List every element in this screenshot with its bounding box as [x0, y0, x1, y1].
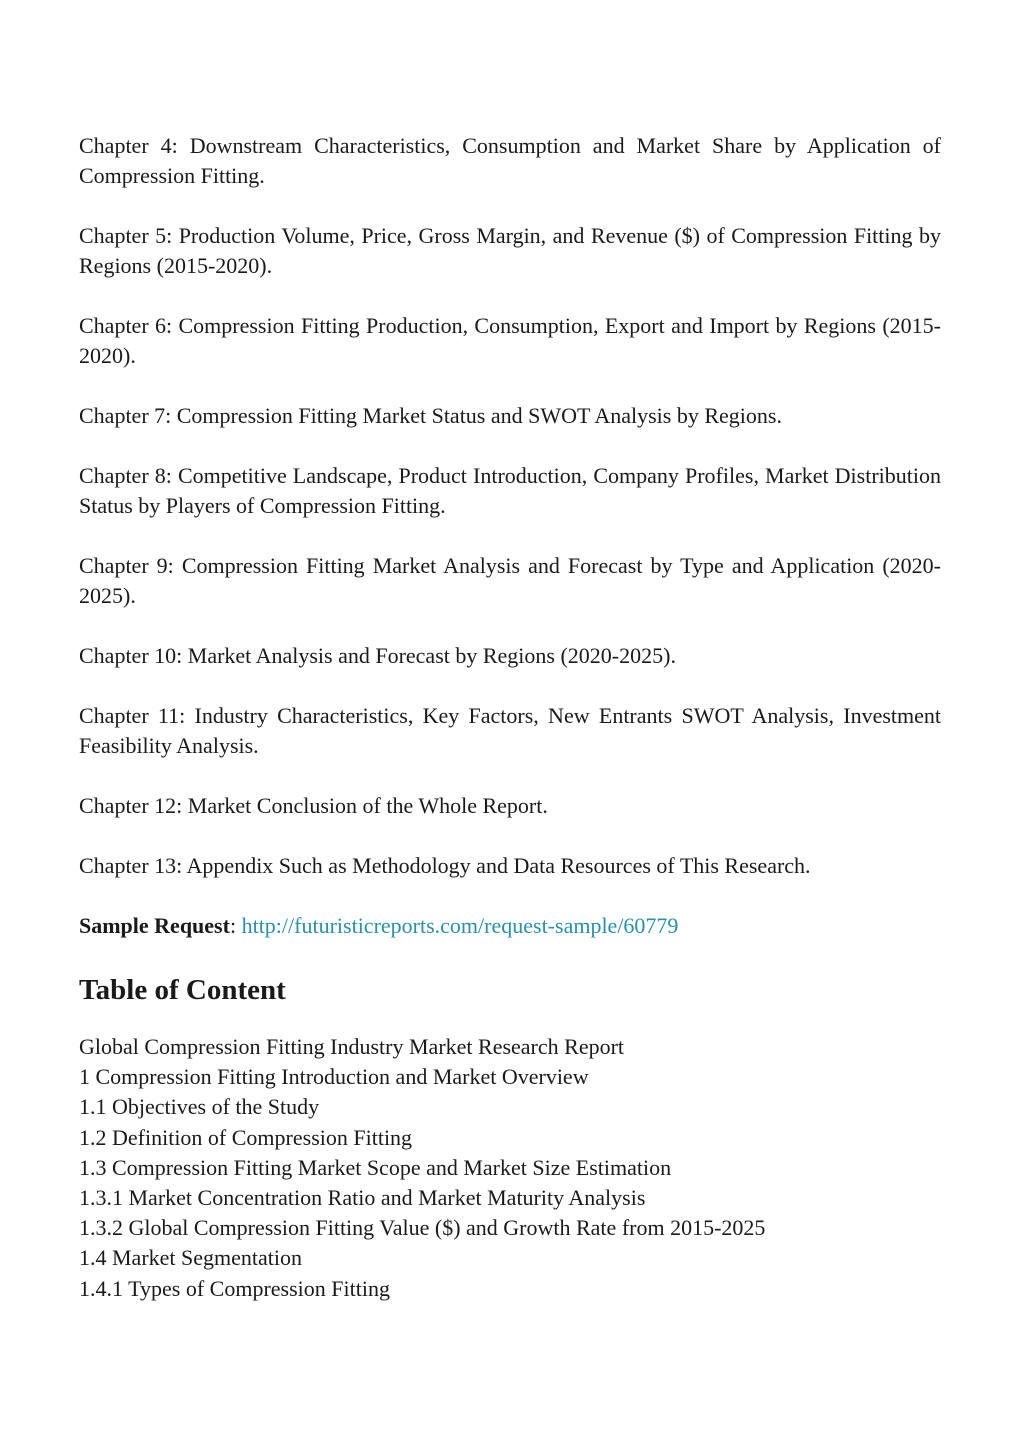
chapter-10-paragraph: Chapter 10: Market Analysis and Forecast by Regions (2020-2025).	[79, 643, 676, 668]
chapter-5-paragraph: Chapter 5: Production Volume, Price, Gross Margin, and Revenue ($) of Compression Fitting by Regions (2015-2020).	[79, 223, 941, 278]
chapter-7-paragraph: Chapter 7: Compression Fitting Market Status and SWOT Analysis by Regions.	[79, 403, 782, 428]
sample-request-link[interactable]: http://futuristicreports.com/request-sample/60779	[241, 913, 679, 938]
toc-item: Global Compression Fitting Industry Market Research Report	[79, 1034, 625, 1059]
chapter-4-paragraph: Chapter 4: Downstream Characteristics, Consumption and Market Share by Application of Compression Fitting.	[79, 133, 941, 188]
chapter-8-paragraph: Chapter 8: Competitive Landscape, Product Introduction, Company Profiles, Market Distribution Status by Players of Compression Fitting.	[79, 463, 941, 518]
toc-item: 1.4 Market Segmentation	[79, 1245, 303, 1271]
document-page	[79, 131, 941, 1304]
sample-request-label: Sample Request	[79, 913, 230, 938]
chapter-11-paragraph: Chapter 11: Industry Characteristics, Key Factors, New Entrants SWOT Analysis, Investment Feasibility Analysis.	[79, 703, 941, 758]
toc-item: 1 Compression Fitting Introduction and Market Overview	[79, 1064, 589, 1090]
toc-item: 1.2 Definition of Compression Fitting	[79, 1124, 413, 1150]
toc-item: 1.4.1 Types of Compression Fitting	[79, 1275, 390, 1301]
sample-request-separator: :	[229, 913, 242, 938]
toc-item: 1.3.1 Market Concentration Ratio and Market Maturity Analysis	[79, 1185, 646, 1211]
sample-request-line	[79, 911, 941, 941]
toc-heading: Table of Content	[79, 974, 286, 1006]
toc-list	[79, 1032, 941, 1304]
toc-item: 1.1 Objectives of the Study	[79, 1094, 320, 1120]
toc-item: 1.3 Compression Fitting Market Scope and Market Size Estimation	[79, 1154, 672, 1180]
chapter-12-paragraph: Chapter 12: Market Conclusion of the Whole Report.	[79, 793, 548, 818]
chapter-9-paragraph: Chapter 9: Compression Fitting Market Analysis and Forecast by Type and Application (2020-2025).	[79, 553, 941, 608]
chapter-13-paragraph: Chapter 13: Appendix Such as Methodology and Data Resources of This Research.	[79, 853, 811, 878]
toc-item: 1.3.2 Global Compression Fitting Value ($) and Growth Rate from 2015-2025	[79, 1215, 766, 1241]
chapter-6-paragraph: Chapter 6: Compression Fitting Production, Consumption, Export and Import by Regions (2015-2020).	[79, 313, 941, 368]
